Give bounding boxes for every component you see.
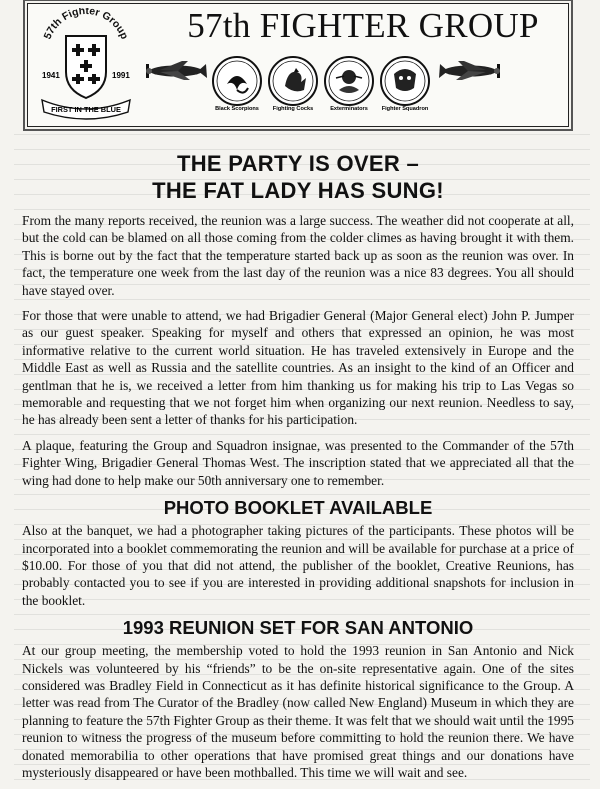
masthead-banner bbox=[27, 3, 569, 127]
fighting-cocks-patch-icon bbox=[266, 54, 320, 117]
seal-motto: FIRST IN THE BLUE bbox=[51, 105, 121, 114]
seal-year-left: 1941 bbox=[42, 71, 60, 80]
svg-text:Fighting Cocks: Fighting Cocks bbox=[272, 106, 314, 112]
headline bbox=[22, 150, 574, 204]
svg-text:Fighter Squadron: Fighter Squadron bbox=[381, 106, 429, 112]
paragraph-weather: From the many reports received, the reunion was a large success. The weather did not cooperate at all, but the cold can be blamed on all those coming from the colder climes as having brought it with them. This is borne out by the fact that the temperature started back up as soon as the reunion was over. In fact, the temperature one week from the last day of the reunion was a nice 83 degrees. You all should have stayed over. bbox=[22, 213, 574, 298]
paragraph-photo-booklet: Also at the banquet, we had a photographer taking pictures of the participants. These photos will be incorporated into a booklet commemorating the reunion and will be available for purchase at a price of $10.00. For those of you that did not attend, the publisher of the booklet, Creative Reunions, has probably contacted you to see if you are interested in providing additional snapshots for inclusion in the booklet. bbox=[22, 523, 574, 608]
black-scorpions-patch-icon bbox=[210, 54, 264, 117]
group-seal bbox=[34, 8, 138, 120]
paragraph-reunion-1993: At our group meeting, the membership voted to hold the 1993 reunion in San Antonio and Nick Nickels was volunteered by his “friends” to be the on-site representative again. One of the sites considered was Bradley Field in Connecticut as it has definite historical significance to the Group. A letter was read from The Curator of the Bradley (now called New England) Museum in which they are planning to feature the 57th Fighter Group as their theme. It was felt that we should wait until the 1995 reunion to witness the progress of the museum before committing to hold the reunion there. We have donated memorabilia to other operations that have promised great things and our donations have mysteriously disappeared or have been mothballed. This time we will wait and see. bbox=[22, 643, 574, 780]
paragraph-plaque: A plaque, featuring the Group and Squadron insignae, was presented to the Commander of the 57th Fighter Wing, Brigadier General Thomas West. The inscription stated that we appreciated all that the wing had done to help make our 50th anniversary one to remember. bbox=[22, 437, 574, 488]
masthead-title: 57th FIGHTER GROUP bbox=[187, 6, 539, 45]
p47-plane-icon bbox=[142, 56, 208, 91]
exterminators-patch-icon bbox=[322, 54, 376, 117]
reunion-1993-heading: 1993 REUNION SET FOR SAN ANTONIO bbox=[122, 617, 474, 639]
p47-plane-right-icon bbox=[438, 56, 504, 91]
photo-booklet-heading: PHOTO BOOKLET AVAILABLE bbox=[163, 497, 433, 519]
seal-year-right: 1991 bbox=[112, 71, 130, 80]
paragraph-guest-speaker: For those that were unable to attend, we had Brigadier General (Major General elect) John P. Jumper as our guest speaker. Speaking for myself and others that expressed an opinion, he was most informative relative to the current world situation. He has traveled extensively in Europe and the Middle East as well as Russia and the satellite countries. As an insight to the kind of an Officer and gentlman that he is, we received a letter from him thanking us for making his trip to Las Vegas so memorable and requesting that we not forget him when organizing our next reunion. Needless to say, he has already been sent a letter of thanks for his participation. bbox=[22, 308, 574, 428]
seal-arc-text: 57th Fighter Group bbox=[41, 8, 131, 42]
svg-text:Black Scorpions: Black Scorpions bbox=[215, 106, 259, 112]
headline-line-1: THE PARTY IS OVER – bbox=[176, 151, 420, 176]
fighter-squadron-patch-icon bbox=[378, 54, 432, 117]
article-body bbox=[22, 150, 574, 789]
svg-text:Exterminators: Exterminators bbox=[330, 106, 368, 112]
headline-line-2: THE FAT LADY HAS SUNG! bbox=[152, 178, 444, 203]
